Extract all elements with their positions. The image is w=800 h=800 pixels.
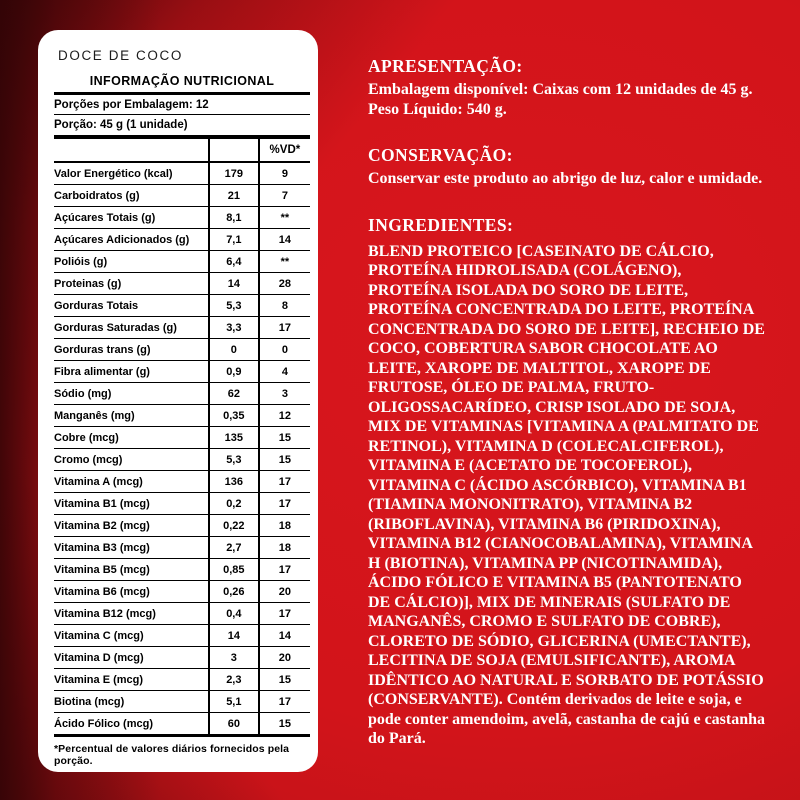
section-apresentacao: [368, 56, 766, 119]
nutrition-cell-label: Gorduras Totais: [54, 295, 209, 317]
nutrition-row: [54, 339, 310, 361]
nutrition-row: [54, 251, 310, 273]
nutrition-cell-label: Vitamina B2 (mcg): [54, 515, 209, 537]
nutrition-cell-vd: 8: [259, 295, 310, 317]
nutrition-cell-value: 0,22: [209, 515, 259, 537]
nutrition-cell-value: 136: [209, 471, 259, 493]
nutrition-cell-label: Polióis (g): [54, 251, 209, 273]
nutrition-cell-vd: 12: [259, 405, 310, 427]
nutrition-row: [54, 669, 310, 691]
nutrition-cell-value: 0,4: [209, 603, 259, 625]
nutrition-cell-value: 14: [209, 625, 259, 647]
nutrition-table-head: [54, 137, 310, 162]
nutrition-row: [54, 625, 310, 647]
nutrition-row: [54, 449, 310, 471]
nutrition-cell-label: Vitamina A (mcg): [54, 471, 209, 493]
nutrition-header-row: [54, 137, 310, 162]
nutrition-cell-value: 179: [209, 162, 259, 185]
nutrition-row: [54, 427, 310, 449]
nutrition-cell-label: Carboidratos (g): [54, 185, 209, 207]
nutrition-cell-vd: 18: [259, 515, 310, 537]
nutrition-cell-vd: 15: [259, 713, 310, 736]
nutrition-cell-vd: 17: [259, 493, 310, 515]
nutrition-cell-vd: **: [259, 251, 310, 273]
nutrition-cell-value: 60: [209, 713, 259, 736]
nutrition-cell-value: 0,35: [209, 405, 259, 427]
nutrition-cell-vd: 17: [259, 559, 310, 581]
nutrition-cell-label: Vitamina B12 (mcg): [54, 603, 209, 625]
nutrition-cell-label: Vitamina D (mcg): [54, 647, 209, 669]
nutrition-row: [54, 581, 310, 603]
nutrition-cell-label: Valor Energético (kcal): [54, 167, 173, 180]
nutrition-cell-label: Açúcares Adicionados (g): [54, 229, 209, 251]
nutrition-cell-value: 0,9: [209, 361, 259, 383]
nutrition-table-title: INFORMAÇÃO NUTRICIONAL: [54, 74, 310, 95]
nutrition-cell-value: 3,3: [209, 317, 259, 339]
nutrition-label-card: [38, 30, 318, 772]
nutrition-cell-vd: 17: [259, 603, 310, 625]
nutrition-cell-value: 3: [209, 647, 259, 669]
nutrition-cell-vd: 3: [259, 383, 310, 405]
nutrition-cell-value: 14: [209, 273, 259, 295]
nutrition-row: [54, 229, 310, 251]
nutrition-cell-value: 0,2: [209, 493, 259, 515]
daily-value-footnote: *Percentual de valores diários fornecidos pela porção.: [54, 743, 290, 767]
header-cell-value: [209, 137, 259, 162]
nutrition-cell-value: 7,1: [209, 229, 259, 251]
product-title: DOCE DE COCO: [58, 48, 183, 63]
nutrition-cell-vd: 18: [259, 537, 310, 559]
nutrition-cell-label: Sódio (mg): [54, 383, 209, 405]
nutrition-cell-vd: 0: [259, 339, 310, 361]
nutrition-cell-vd: 15: [259, 669, 310, 691]
nutrition-cell-label: Cobre (mcg): [54, 427, 209, 449]
nutrition-cell-value: 2,7: [209, 537, 259, 559]
nutrition-cell-value: 0,85: [209, 559, 259, 581]
nutrition-cell-vd: 7: [259, 185, 310, 207]
nutrition-row: [54, 162, 310, 185]
nutrition-cell-label: Vitamina C (mcg): [54, 625, 209, 647]
product-info-column: [368, 56, 766, 775]
servings-per-package: Porções por Embalagem: 12: [54, 95, 310, 115]
conservacao-body: Conservar este produto ao abrigo de luz, calor e umidade.: [368, 170, 763, 188]
nutrition-header-block: [54, 74, 310, 134]
nutrition-row: [54, 361, 310, 383]
nutrition-cell-label: Vitamina B5 (mcg): [54, 559, 209, 581]
nutrition-row: [54, 691, 310, 713]
ingredientes-heading: INGREDIENTES:: [368, 214, 514, 235]
nutrition-cell-value: 135: [209, 427, 259, 449]
nutrition-cell-value: 5,3: [209, 449, 259, 471]
nutrition-cell-label: Gorduras Saturadas (g): [54, 317, 209, 339]
nutrition-cell-label: Açúcares Totais (g): [54, 207, 209, 229]
nutrition-cell-label: Biotina (mcg): [54, 691, 209, 713]
apresentacao-heading: APRESENTAÇÃO:: [368, 56, 523, 76]
nutrition-cell-value: 0: [209, 339, 259, 361]
nutrition-cell-vd: 9: [259, 162, 310, 185]
nutrition-row: [54, 317, 310, 339]
nutrition-cell-vd: 20: [259, 581, 310, 603]
nutrition-row: [54, 295, 310, 317]
nutrition-row: [54, 559, 310, 581]
section-conservacao: [368, 145, 766, 189]
nutrition-cell-label: Manganês (mg): [54, 405, 209, 427]
nutrition-cell-vd: 4: [259, 361, 310, 383]
nutrition-row: [54, 273, 310, 295]
nutrition-row: [54, 647, 310, 669]
nutrition-row: [54, 405, 310, 427]
nutrition-table-body: [54, 162, 310, 736]
nutrition-cell-value: 2,3: [209, 669, 259, 691]
section-ingredientes: [368, 215, 766, 749]
nutrition-cell-label: Vitamina B6 (mcg): [54, 581, 209, 603]
nutrition-cell-label: Vitamina B1 (mcg): [54, 493, 209, 515]
nutrition-row: [54, 713, 310, 736]
nutrition-cell-label: Proteinas (g): [54, 273, 209, 295]
nutrition-cell-value: 5,3: [209, 295, 259, 317]
nutrition-table: [54, 135, 310, 737]
apresentacao-body: Embalagem disponível: Caixas com 12 unidades de 45 g. Peso Líquido: 540 g.: [368, 81, 753, 118]
nutrition-cell-vd: 14: [259, 625, 310, 647]
nutrition-cell-vd: 15: [259, 449, 310, 471]
nutrition-cell-label: Vitamina E (mcg): [54, 669, 209, 691]
nutrition-cell-vd: 17: [259, 691, 310, 713]
nutrition-cell-value: 8,1: [209, 207, 259, 229]
nutrition-cell-label: Fibra alimentar (g): [54, 361, 209, 383]
nutrition-row: [54, 383, 310, 405]
nutrition-cell-vd: 28: [259, 273, 310, 295]
nutrition-cell-vd: **: [259, 207, 310, 229]
header-cell-label: [54, 137, 209, 162]
nutrition-cell-value: 5,1: [209, 691, 259, 713]
nutrition-cell-label: Cromo (mcg): [54, 449, 209, 471]
nutrition-cell-label: Gorduras trans (g): [54, 339, 209, 361]
nutrition-cell-vd: 15: [259, 427, 310, 449]
nutrition-row: [54, 603, 310, 625]
ingredientes-body: BLEND PROTEICO [CASEINATO DE CÁLCIO, PROTEÍNA HIDROLISADA (COLÁGENO), PROTEÍNA ISOLADA DO SORO DE LEITE, PROTEÍNA CONCENTRADA DO LEITE, PROTEÍNA CONCENTRADA DO SORO DE LEITE], RECHEIO DE COCO, COBERTURA SABOR CHOCOLATE AO LEITE, XAROPE DE MALTITOL, XAROPE DE FRUTOSE, ÓLEO DE PALMA, FRUTO-OLIGOSSACARÍDEO, CRISP ISOLADO DE SOJA, MIX DE VITAMINAS [VITAMINA A (PALMITATO DE RETINOL), VITAMINA D (COLECALCIFEROL), VITAMINA E (ACETATO DE TOCOFEROL), VITAMINA C (ÁCIDO ASCÓRBICO), VITAMINA B1 (TIAMINA MONONITRATO), VITAMINA B2 (RIBOFLAVINA), VITAMINA B6 (PIRIDOXINA), VITAMINA B12 (CIANOCOBALAMINA), VITAMINA H (BIOTINA), VITAMINA PP (NICOTINAMIDA), ÁCIDO FÓLICO E VITAMINA B5 (PANTOTENATO DE CÁLCIO)], MIX DE MINERAIS (SULFATO DE MANGANÊS, CROMO E SULFATO DE COBRE), CLORETO DE SÓDIO, GLICERINA (UMECTANTE), LECITINA DE SOJA (EMULSIFICANTE), AROMA IDÊNTICO AO NATURAL E SORBATO DE POTÁSSIO (CONSERVANTE). Contém derivados de leite e soja, e pode conter amendoim, avelã, castanha de cajú e castanha do Pará.: [368, 242, 766, 748]
nutrition-row: [54, 515, 310, 537]
conservacao-heading: CONSERVAÇÃO:: [368, 145, 513, 166]
nutrition-row: [54, 207, 310, 229]
nutrition-cell-vd: 20: [259, 647, 310, 669]
nutrition-cell-value: 6,4: [209, 251, 259, 273]
nutrition-cell-vd: 14: [259, 229, 310, 251]
nutrition-row: [54, 537, 310, 559]
nutrition-cell-value: 21: [209, 185, 259, 207]
header-cell-vd: %VD*: [259, 137, 310, 162]
nutrition-cell-vd: 17: [259, 471, 310, 493]
nutrition-cell-label: Vitamina B3 (mcg): [54, 537, 209, 559]
nutrition-cell-value: 62: [209, 383, 259, 405]
nutrition-cell-value: 0,26: [209, 581, 259, 603]
nutrition-cell-vd: 17: [259, 317, 310, 339]
nutrition-row: [54, 493, 310, 515]
nutrition-cell-label: Ácido Fólico (mcg): [54, 713, 209, 736]
nutrition-row: [54, 185, 310, 207]
portion-size: Porção: 45 g (1 unidade): [54, 119, 188, 131]
nutrition-row: [54, 471, 310, 493]
